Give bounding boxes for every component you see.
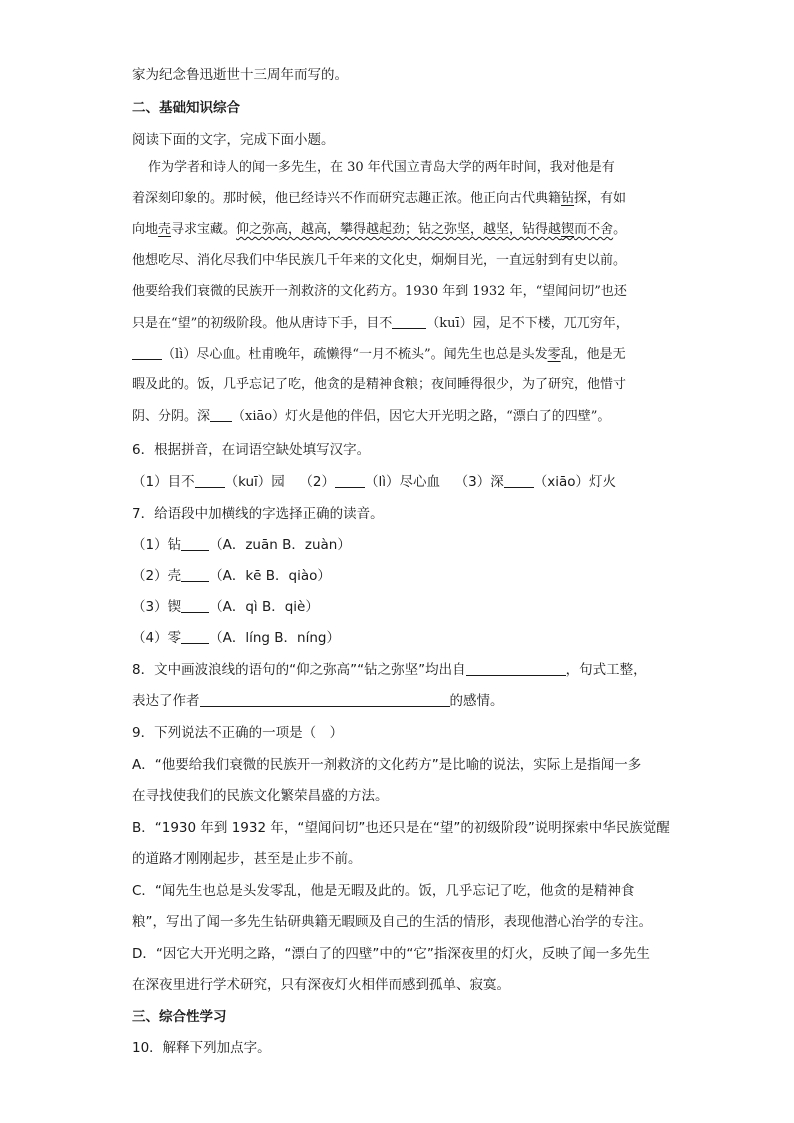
wavy-underlined-sentence: 仰之弥高，越高，攀得越起劲；钻之弥坚，越坚，钻得越锲而不舍 <box>236 222 614 237</box>
passage-line <box>132 221 626 239</box>
answer-blank[interactable] <box>466 661 566 676</box>
answer-blank[interactable] <box>195 473 225 488</box>
q7-option-row <box>132 536 351 554</box>
passage-line: 作为学者和诗人的闻一多先生，在 30 年代国立青岛大学的两年时间，我对他是有 <box>148 160 615 175</box>
question-6-stem: 6．根据拼音，在词语空缺处填写汉字。 <box>132 442 371 458</box>
q8-text: 8．文中画波浪线的语句的“仰之弥高”“钻之弥坚”均出自 <box>132 662 466 678</box>
q8-text: 的感情。 <box>449 693 504 709</box>
question-8-line-2 <box>132 692 504 710</box>
passage-text: 向地 <box>132 222 159 237</box>
q9-option-a[interactable]: A．“他要给我们衰微的民族开一剂救济的文化药方”是比喻的说法，实际上是指闻一多 <box>132 757 642 773</box>
question-8-line-1 <box>132 661 647 679</box>
q7-option-label: （3）锲 <box>132 599 182 615</box>
answer-blank[interactable] <box>392 314 426 329</box>
underlined-char-qie: 锲 <box>561 222 575 237</box>
passage-line: 他想吃尽、消化尽我们中华民族几千年来的文化史，炯炯目光，一直远射到有史以前。 <box>132 253 627 268</box>
reading-instruction: 阅读下面的文字，完成下面小题。 <box>132 132 335 148</box>
q7-option-choices: （A．líng B．níng） <box>209 630 340 646</box>
passage-text: 寻求宝藏。 <box>171 222 237 237</box>
q9-option-d[interactable]: D．“因它大开光明之路，“漂白了的四壁”中的“它”指深夜里的灯火，反映了闻一多先生 <box>132 946 650 962</box>
answer-blank[interactable] <box>504 473 534 488</box>
passage-line <box>132 190 626 208</box>
q9-option-b-cont: 的道路才刚刚起步，甚至是止步不前。 <box>132 851 362 867</box>
passage-line: 暇及此的。饭，几乎忘记了吃，他贪的是精神食粮；夜间睡得很少，为了研究，他惜寸 <box>132 377 627 392</box>
answer-blank[interactable] <box>181 598 209 613</box>
q7-option-choices: （A．kē B．qiào） <box>209 568 331 584</box>
answer-blank[interactable] <box>200 692 450 707</box>
passage-text: 只是在“望”的初级阶段。他从唐诗下手，目不 <box>132 316 393 331</box>
q9-option-c[interactable]: C．“闻先生也总是头发零乱，他是无暇及此的。饭，几乎忘记了吃，他贪的是精神食 <box>132 883 635 899</box>
passage-text: （kuī）园，足不下楼，兀兀穷年， <box>426 316 629 331</box>
passage-text: （xiāo）灯火是他的伴侣，因它大开光明之路，“漂白了的四壁”。 <box>232 409 611 424</box>
q6-item-1-suffix: （kuī）园 <box>224 474 285 490</box>
q6-item-3-suffix: （xiāo）灯火 <box>533 474 616 490</box>
question-9-stem: 9．下列说法不正确的一项是（ ） <box>132 725 344 741</box>
q8-text: ，句式工整， <box>565 662 647 678</box>
passage-line <box>132 314 629 333</box>
question-6-items <box>132 473 616 491</box>
passage-line <box>132 407 610 426</box>
section-heading-comprehensive-study: 三、综合性学习 <box>132 1009 227 1025</box>
question-7-stem: 7．给语段中加横线的字选择正确的读音。 <box>132 506 384 522</box>
answer-blank[interactable] <box>210 407 232 422</box>
q7-option-row <box>132 598 319 616</box>
q6-item-2-prefix: （2） <box>299 474 335 490</box>
q7-option-label: （2）壳 <box>132 568 182 584</box>
underlined-char-qiao: 壳 <box>158 222 172 237</box>
passage-text: （lì）尽心血。杜甫晚年，疏懒得“一月不梳头”。闻先生也总是头发 <box>162 347 548 362</box>
q6-item-2-suffix: （lì）尽心血 <box>365 474 441 490</box>
question-10-stem: 10．解释下列加点字。 <box>132 1040 271 1056</box>
q6-item-1-prefix: （1）目不 <box>132 474 195 490</box>
answer-blank[interactable] <box>181 629 209 644</box>
q9-option-d-cont: 在深夜里进行学术研究，只有深夜灯火相伴而感到孤单、寂寞。 <box>132 977 510 993</box>
q9-option-c-cont: 粮”，写出了闻一多先生钻研典籍无暇顾及自己的生活的情形，表现他潜心治学的专注。 <box>132 914 652 930</box>
passage-text: 探，有如 <box>574 191 627 206</box>
answer-blank[interactable] <box>335 473 365 488</box>
q9-option-b[interactable]: B．“1930 年到 1932 年，“望闻问切”也还只是在“望”的初级阶段”说明探索中华民族觉醒 <box>132 820 670 836</box>
passage-text: 阴、分阴。深 <box>132 409 211 424</box>
intro-continuation: 家为纪念鲁迅逝世十三周年而写的。 <box>132 67 348 83</box>
passage-line: 他要给我们衰微的民族开一剂救济的文化药方。1930 年到 1932 年，“望闻问切”也还 <box>132 284 627 299</box>
answer-blank[interactable] <box>132 345 162 360</box>
passage-text: 着深刻印象的。那时候，他已经诗兴不作而研究志趣正浓。他正向古代典籍 <box>132 191 562 206</box>
q6-item-3-prefix: （3）深 <box>454 474 504 490</box>
q9-option-a-cont: 在寻找使我们的民族文化繁荣昌盛的方法。 <box>132 788 389 804</box>
answer-blank[interactable] <box>181 567 209 582</box>
passage-text: 。 <box>613 222 627 237</box>
q7-option-label: （1）钻 <box>132 537 182 553</box>
passage-text: 乱，他是无 <box>560 347 626 362</box>
underlined-char-ling: 零 <box>547 347 561 362</box>
underlined-char-zuan: 钻 <box>561 191 575 206</box>
section-heading-basic-knowledge: 二、基础知识综合 <box>132 100 240 116</box>
q7-option-choices: （A．zuān B．zuàn） <box>209 537 351 553</box>
q7-option-choices: （A．qì B．qiè） <box>209 599 319 615</box>
q7-option-row <box>132 629 340 647</box>
q8-text: 表达了作者 <box>132 693 200 709</box>
passage-line <box>132 345 626 364</box>
answer-blank[interactable] <box>181 536 209 551</box>
q7-option-label: （4）零 <box>132 630 182 646</box>
q7-option-row <box>132 567 331 585</box>
